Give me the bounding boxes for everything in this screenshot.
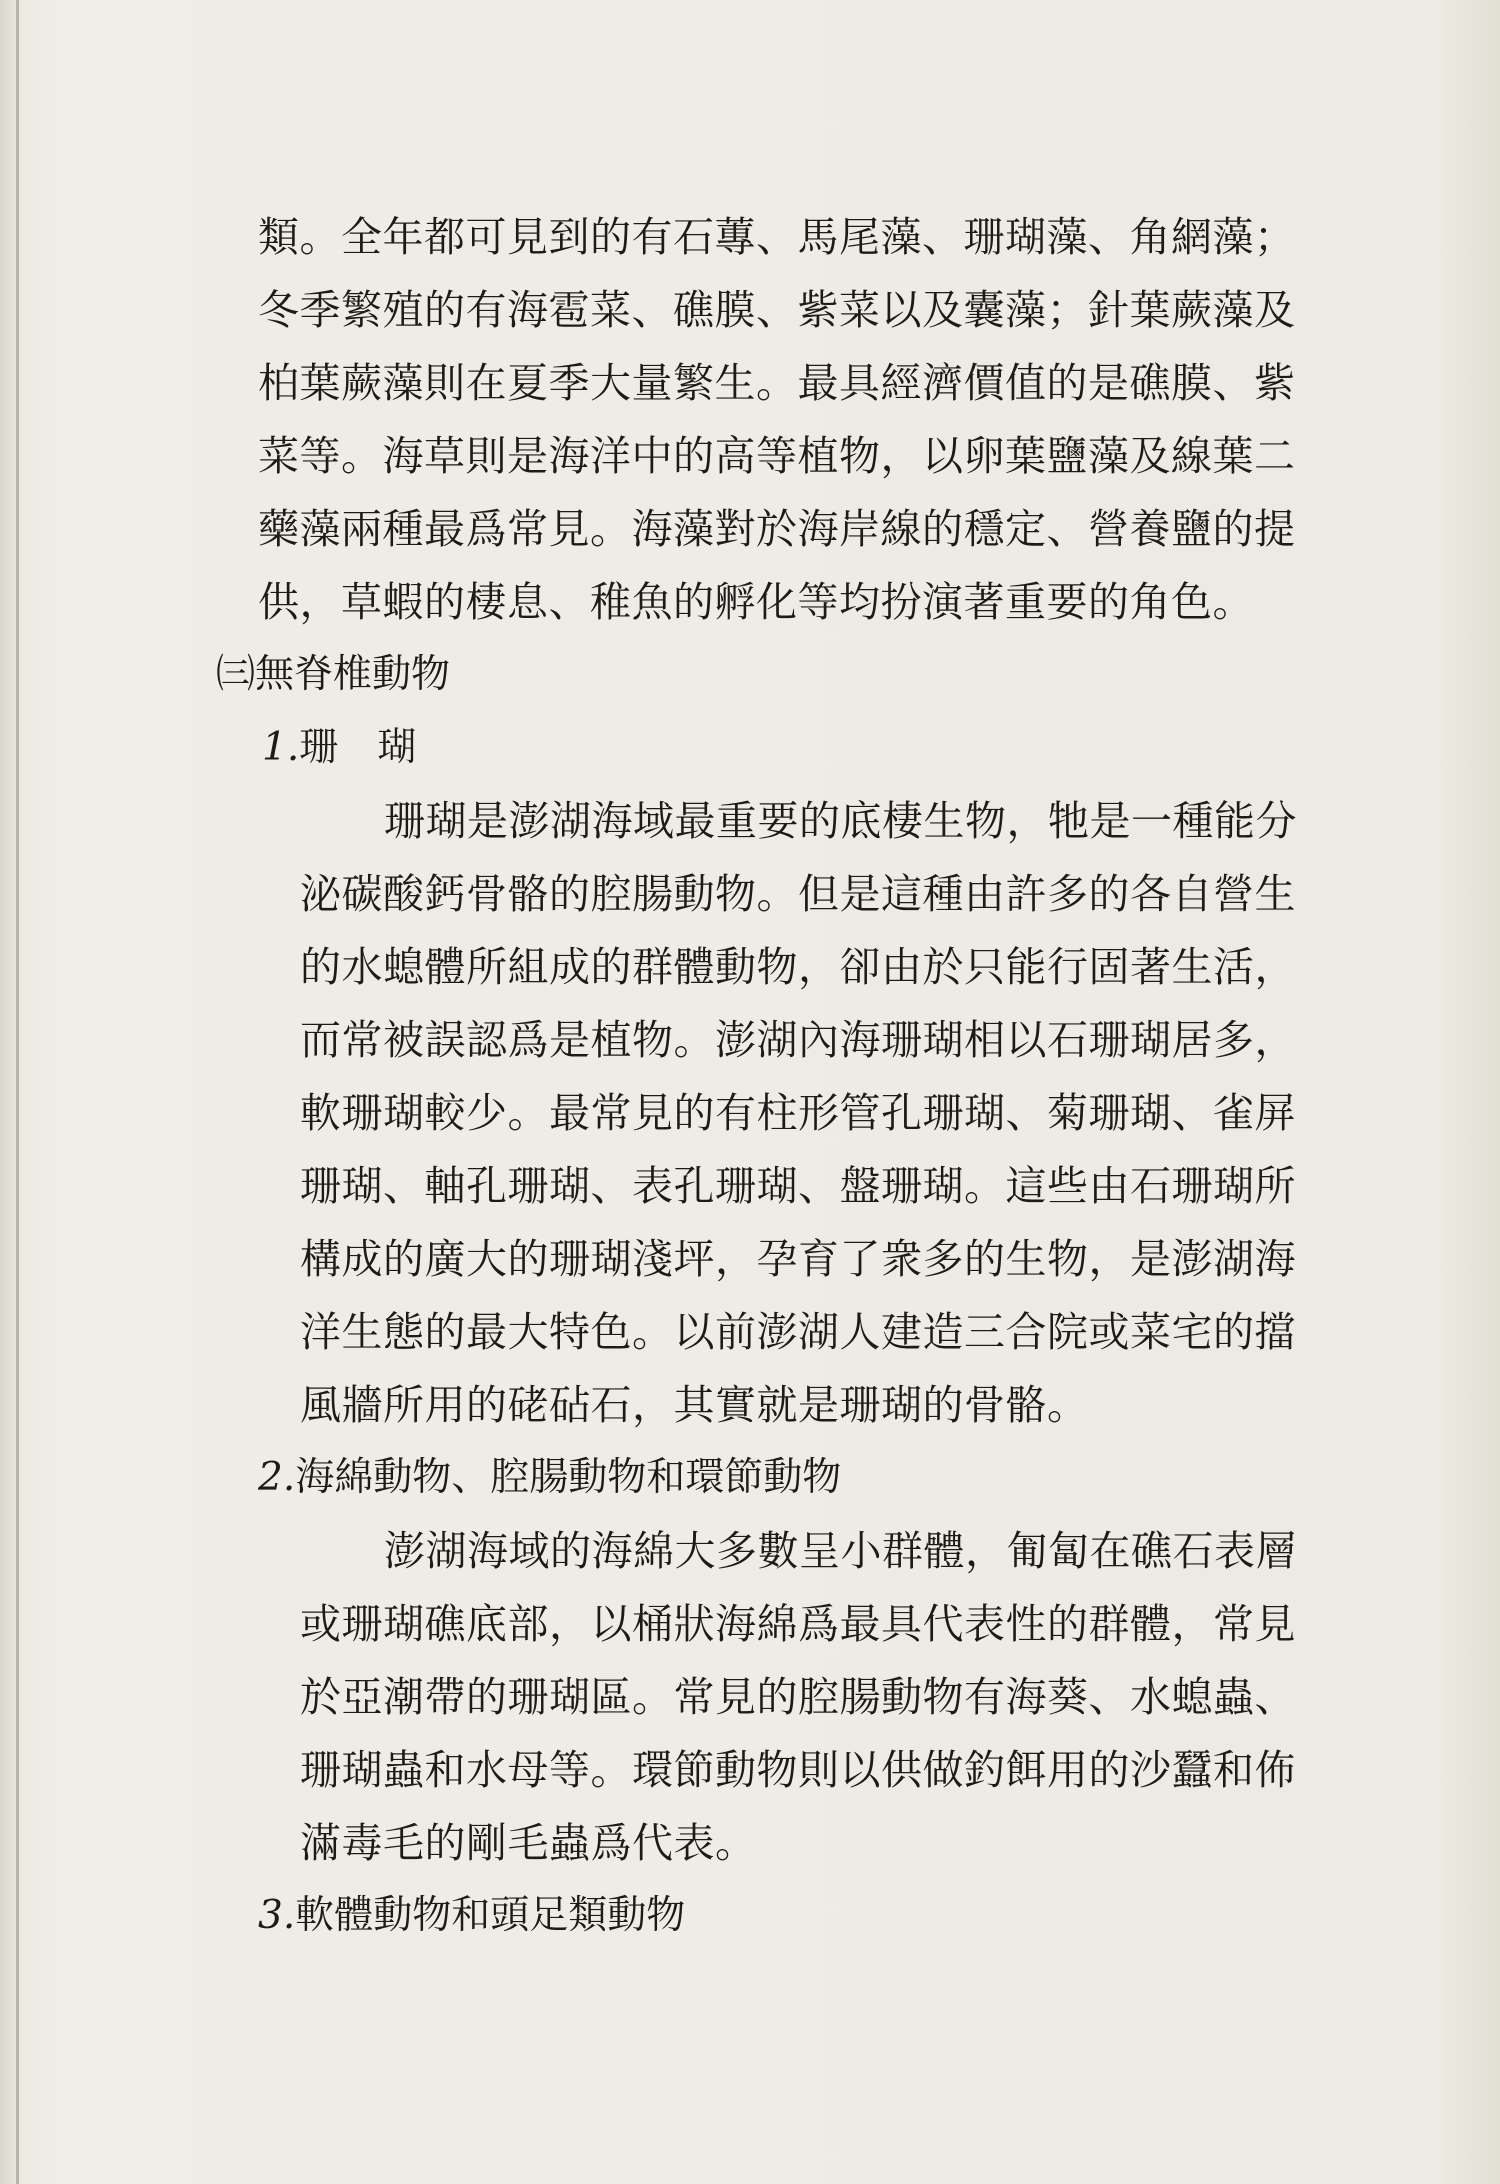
body-line: 類。全年都可見到的有石蓴、馬尾藻、珊瑚藻、角網藻； <box>258 213 1296 261</box>
body-line: 軟珊瑚較少。最常見的有柱形管孔珊瑚、菊珊瑚、雀屏 <box>300 1089 1296 1137</box>
body-line: 供，草蝦的棲息、稚魚的孵化等均扮演著重要的角色。 <box>258 578 1254 626</box>
subsection-title: 珊 瑚 <box>299 725 417 770</box>
body-line: 於亞潮帶的珊瑚區。常見的腔腸動物有海葵、水螅蟲、 <box>300 1673 1296 1721</box>
subsection-number: 3. <box>258 1893 296 1938</box>
body-line: 或珊瑚礁底部，以桶狀海綿爲最具代表性的群體，常見 <box>300 1600 1296 1648</box>
section-heading: ㈢無脊椎動物 <box>216 652 451 697</box>
subsection-heading-coral <box>262 725 417 770</box>
subsection-number: 2. <box>258 1455 296 1500</box>
body-line: 洋生態的最大特色。以前澎湖人建造三合院或菜宅的擋 <box>300 1308 1296 1356</box>
body-line: 柏葉蕨藻則在夏季大量繁生。最具經濟價值的是礁膜、紫 <box>258 359 1296 407</box>
body-line: 風牆所用的硓砧石，其實就是珊瑚的骨骼。 <box>300 1381 1089 1429</box>
body-line: 珊瑚蟲和水母等。環節動物則以供做釣餌用的沙蠶和佈 <box>300 1746 1296 1794</box>
subsection-title: 海綿動物、腔腸動物和環節動物 <box>295 1455 842 1500</box>
body-line: 珊瑚是澎湖海域最重要的底棲生物，牠是一種能分 <box>384 797 1297 845</box>
body-line: 泌碳酸鈣骨骼的腔腸動物。但是這種由許多的各自營生 <box>300 870 1296 918</box>
subsection-heading-sponge <box>258 1455 842 1500</box>
body-line: 澎湖海域的海綿大多數呈小群體，匍匐在礁石表層 <box>384 1527 1297 1575</box>
subsection-number: 1. <box>262 725 300 770</box>
subsection-title: 軟體動物和頭足類動物 <box>295 1893 686 1938</box>
body-line: 藥藻兩種最爲常見。海藻對於海岸線的穩定、營養鹽的提 <box>258 505 1296 553</box>
body-line: 的水螅體所組成的群體動物，卻由於只能行固著生活， <box>300 943 1296 991</box>
binding-edge <box>16 0 19 2184</box>
body-line: 菜等。海草則是海洋中的高等植物，以卵葉鹽藻及線葉二 <box>258 432 1296 480</box>
body-line: 滿毒毛的剛毛蟲爲代表。 <box>300 1819 757 1867</box>
body-line: 珊瑚、軸孔珊瑚、表孔珊瑚、盤珊瑚。這些由石珊瑚所 <box>300 1162 1296 1210</box>
body-line: 而常被誤認爲是植物。澎湖內海珊瑚相以石珊瑚居多， <box>300 1016 1296 1064</box>
body-line: 構成的廣大的珊瑚淺坪，孕育了衆多的生物，是澎湖海 <box>300 1235 1296 1283</box>
subsection-heading-mollusc <box>258 1893 686 1938</box>
body-line: 冬季繁殖的有海雹菜、礁膜、紫菜以及囊藻；針葉蕨藻及 <box>258 286 1296 334</box>
